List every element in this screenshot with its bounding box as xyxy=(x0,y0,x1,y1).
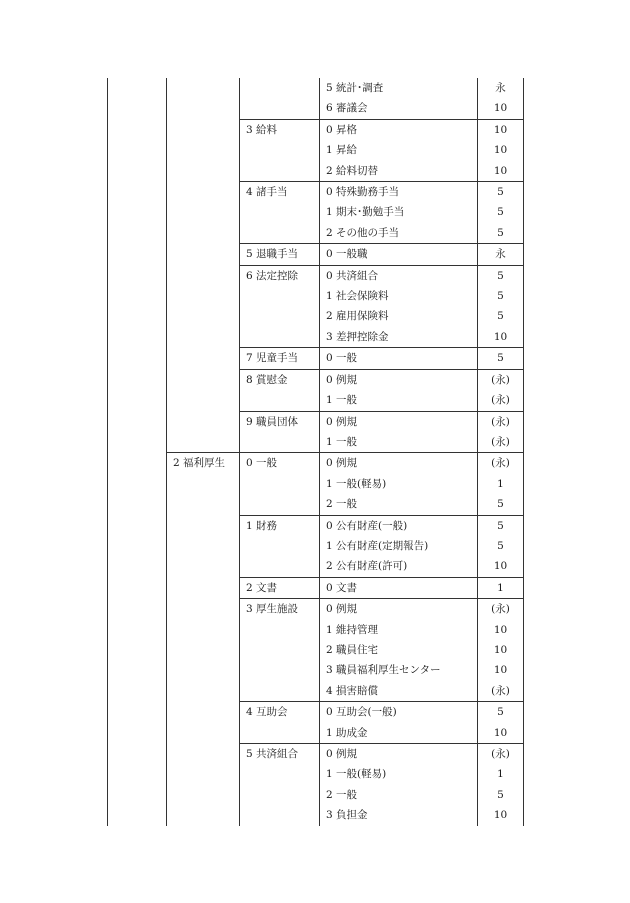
small-class-cell: 5 統計･調査 xyxy=(320,78,478,98)
subcategory-cell xyxy=(167,577,240,598)
category-cell xyxy=(108,286,167,306)
table-row xyxy=(108,681,524,702)
small-class-cell: 0 例規 xyxy=(320,369,478,390)
category-cell xyxy=(108,536,167,556)
subcategory-cell xyxy=(167,348,240,369)
table-row xyxy=(108,744,524,765)
middle-class-cell xyxy=(240,764,320,784)
subcategory-cell xyxy=(167,536,240,556)
retention-period-cell: (永) xyxy=(478,432,524,453)
category-cell xyxy=(108,411,167,432)
category-cell xyxy=(108,182,167,203)
category-cell xyxy=(108,744,167,765)
category-cell xyxy=(108,785,167,805)
middle-class-cell xyxy=(240,140,320,160)
category-cell xyxy=(108,660,167,680)
retention-period-cell: 10 xyxy=(478,161,524,182)
middle-class-cell xyxy=(240,306,320,326)
subcategory-cell xyxy=(167,556,240,577)
retention-period-cell: 10 xyxy=(478,660,524,680)
subcategory-cell xyxy=(167,620,240,640)
middle-class-cell: 6 法定控除 xyxy=(240,265,320,286)
category-cell xyxy=(108,265,167,286)
table-row xyxy=(108,244,524,265)
middle-class-cell: 4 諸手当 xyxy=(240,182,320,203)
filing-classification-table xyxy=(107,78,524,826)
small-class-cell: 0 一般職 xyxy=(320,244,478,265)
middle-class-cell xyxy=(240,223,320,244)
middle-class-cell xyxy=(240,494,320,515)
retention-period-cell: 10 xyxy=(478,723,524,744)
table-row xyxy=(108,327,524,348)
subcategory-cell xyxy=(167,369,240,390)
small-class-cell: 3 負担金 xyxy=(320,805,478,825)
middle-class-cell xyxy=(240,202,320,222)
table-row xyxy=(108,411,524,432)
subcategory-cell xyxy=(167,494,240,515)
retention-period-cell: (永) xyxy=(478,453,524,474)
middle-class-cell: 5 退職手当 xyxy=(240,244,320,265)
retention-period-cell: (永) xyxy=(478,369,524,390)
table-row xyxy=(108,140,524,160)
table-row xyxy=(108,702,524,723)
retention-period-cell: 1 xyxy=(478,577,524,598)
category-cell xyxy=(108,494,167,515)
table-row xyxy=(108,182,524,203)
retention-period-cell: 10 xyxy=(478,119,524,140)
small-class-cell: 0 特殊勤務手当 xyxy=(320,182,478,203)
table-row xyxy=(108,223,524,244)
subcategory-cell xyxy=(167,140,240,160)
subcategory-cell xyxy=(167,640,240,660)
middle-class-cell: 0 一般 xyxy=(240,453,320,474)
subcategory-cell xyxy=(167,78,240,98)
small-class-cell: 6 審議会 xyxy=(320,98,478,119)
subcategory-cell xyxy=(167,244,240,265)
table-row xyxy=(108,306,524,326)
small-class-cell: 1 社会保険料 xyxy=(320,286,478,306)
small-class-cell: 1 期末･勤勉手当 xyxy=(320,202,478,222)
small-class-cell: 0 例規 xyxy=(320,599,478,620)
subcategory-cell xyxy=(167,182,240,203)
retention-period-cell: 10 xyxy=(478,805,524,825)
category-cell xyxy=(108,78,167,98)
middle-class-cell xyxy=(240,390,320,411)
category-cell xyxy=(108,474,167,494)
subcategory-cell: 2 福利厚生 xyxy=(167,453,240,474)
middle-class-cell: 8 賞慰金 xyxy=(240,369,320,390)
middle-class-cell xyxy=(240,723,320,744)
small-class-cell: 2 公有財産(許可) xyxy=(320,556,478,577)
table-row xyxy=(108,556,524,577)
category-cell xyxy=(108,453,167,474)
category-cell xyxy=(108,556,167,577)
small-class-cell: 3 職員福利厚生センター xyxy=(320,660,478,680)
small-class-cell: 1 公有財産(定期報告) xyxy=(320,536,478,556)
retention-period-cell: 10 xyxy=(478,620,524,640)
table-row xyxy=(108,640,524,660)
category-cell xyxy=(108,327,167,348)
subcategory-cell xyxy=(167,286,240,306)
retention-period-cell: 5 xyxy=(478,223,524,244)
category-cell xyxy=(108,432,167,453)
subcategory-cell xyxy=(167,599,240,620)
table-row xyxy=(108,286,524,306)
subcategory-cell xyxy=(167,764,240,784)
table-row xyxy=(108,474,524,494)
middle-class-cell xyxy=(240,785,320,805)
small-class-cell: 0 公有財産(一般) xyxy=(320,515,478,536)
small-class-cell: 4 損害賠償 xyxy=(320,681,478,702)
middle-class-cell: 2 文書 xyxy=(240,577,320,598)
small-class-cell: 1 一般 xyxy=(320,432,478,453)
subcategory-cell xyxy=(167,98,240,119)
subcategory-cell xyxy=(167,327,240,348)
retention-period-cell: 永 xyxy=(478,78,524,98)
category-cell xyxy=(108,515,167,536)
small-class-cell: 2 給料切替 xyxy=(320,161,478,182)
subcategory-cell xyxy=(167,202,240,222)
retention-period-cell: 10 xyxy=(478,640,524,660)
small-class-cell: 0 例規 xyxy=(320,453,478,474)
middle-class-cell xyxy=(240,681,320,702)
subcategory-cell xyxy=(167,744,240,765)
category-cell xyxy=(108,805,167,825)
retention-period-cell: 5 xyxy=(478,494,524,515)
table-row xyxy=(108,785,524,805)
subcategory-cell xyxy=(167,474,240,494)
middle-class-cell: 5 共済組合 xyxy=(240,744,320,765)
middle-class-cell: 3 給料 xyxy=(240,119,320,140)
table-row xyxy=(108,98,524,119)
middle-class-cell xyxy=(240,432,320,453)
retention-period-cell: (永) xyxy=(478,411,524,432)
table-row xyxy=(108,265,524,286)
retention-period-cell: 5 xyxy=(478,785,524,805)
table-row xyxy=(108,78,524,98)
table-row xyxy=(108,620,524,640)
table-row xyxy=(108,660,524,680)
small-class-cell: 0 例規 xyxy=(320,411,478,432)
small-class-cell: 2 一般 xyxy=(320,494,478,515)
category-cell xyxy=(108,244,167,265)
small-class-cell: 1 一般(軽易) xyxy=(320,764,478,784)
subcategory-cell xyxy=(167,702,240,723)
small-class-cell: 3 差押控除金 xyxy=(320,327,478,348)
subcategory-cell xyxy=(167,119,240,140)
small-class-cell: 1 一般(軽易) xyxy=(320,474,478,494)
retention-period-cell: 5 xyxy=(478,182,524,203)
retention-period-cell: 5 xyxy=(478,265,524,286)
category-cell xyxy=(108,640,167,660)
middle-class-cell xyxy=(240,78,320,98)
retention-period-cell: (永) xyxy=(478,744,524,765)
middle-class-cell xyxy=(240,161,320,182)
retention-period-cell: 5 xyxy=(478,286,524,306)
small-class-cell: 0 例規 xyxy=(320,744,478,765)
small-class-cell: 0 昇格 xyxy=(320,119,478,140)
subcategory-cell xyxy=(167,805,240,825)
category-cell xyxy=(108,223,167,244)
retention-period-cell: 永 xyxy=(478,244,524,265)
category-cell xyxy=(108,723,167,744)
category-cell xyxy=(108,161,167,182)
middle-class-cell xyxy=(240,805,320,825)
table-row xyxy=(108,161,524,182)
table-row xyxy=(108,202,524,222)
retention-period-cell: (永) xyxy=(478,390,524,411)
middle-class-cell xyxy=(240,286,320,306)
small-class-cell: 0 共済組合 xyxy=(320,265,478,286)
retention-period-cell: (永) xyxy=(478,681,524,702)
retention-period-cell: 1 xyxy=(478,474,524,494)
retention-period-cell: 1 xyxy=(478,764,524,784)
small-class-cell: 1 維持管理 xyxy=(320,620,478,640)
retention-period-cell: 5 xyxy=(478,515,524,536)
category-cell xyxy=(108,577,167,598)
middle-class-cell xyxy=(240,620,320,640)
subcategory-cell xyxy=(167,785,240,805)
table-row xyxy=(108,119,524,140)
table-row xyxy=(108,577,524,598)
subcategory-cell xyxy=(167,432,240,453)
subcategory-cell xyxy=(167,161,240,182)
small-class-cell: 0 互助会(一般) xyxy=(320,702,478,723)
category-cell xyxy=(108,620,167,640)
retention-period-cell: 5 xyxy=(478,536,524,556)
category-cell xyxy=(108,764,167,784)
small-class-cell: 1 昇給 xyxy=(320,140,478,160)
retention-period-cell: 5 xyxy=(478,306,524,326)
retention-period-cell: 5 xyxy=(478,348,524,369)
middle-class-cell xyxy=(240,98,320,119)
table-row xyxy=(108,515,524,536)
category-cell xyxy=(108,119,167,140)
subcategory-cell xyxy=(167,515,240,536)
small-class-cell: 0 文書 xyxy=(320,577,478,598)
middle-class-cell xyxy=(240,640,320,660)
table-row xyxy=(108,599,524,620)
category-cell xyxy=(108,348,167,369)
small-class-cell: 0 一般 xyxy=(320,348,478,369)
subcategory-cell xyxy=(167,411,240,432)
category-cell xyxy=(108,98,167,119)
retention-period-cell: 5 xyxy=(478,702,524,723)
table-row xyxy=(108,764,524,784)
middle-class-cell xyxy=(240,327,320,348)
middle-class-cell: 1 財務 xyxy=(240,515,320,536)
subcategory-cell xyxy=(167,223,240,244)
retention-period-cell: (永) xyxy=(478,599,524,620)
small-class-cell: 2 職員住宅 xyxy=(320,640,478,660)
table-row xyxy=(108,348,524,369)
table-row xyxy=(108,453,524,474)
table-row xyxy=(108,805,524,825)
middle-class-cell xyxy=(240,556,320,577)
retention-period-cell: 10 xyxy=(478,140,524,160)
middle-class-cell xyxy=(240,536,320,556)
category-cell xyxy=(108,202,167,222)
subcategory-cell xyxy=(167,660,240,680)
middle-class-cell: 9 職員団体 xyxy=(240,411,320,432)
small-class-cell: 2 その他の手当 xyxy=(320,223,478,244)
category-cell xyxy=(108,306,167,326)
retention-period-cell: 10 xyxy=(478,327,524,348)
table-row xyxy=(108,390,524,411)
table-row xyxy=(108,369,524,390)
category-cell xyxy=(108,390,167,411)
table-row xyxy=(108,723,524,744)
middle-class-cell: 3 厚生施設 xyxy=(240,599,320,620)
small-class-cell: 2 一般 xyxy=(320,785,478,805)
retention-period-cell: 10 xyxy=(478,556,524,577)
subcategory-cell xyxy=(167,723,240,744)
retention-period-cell: 10 xyxy=(478,98,524,119)
middle-class-cell xyxy=(240,660,320,680)
subcategory-cell xyxy=(167,390,240,411)
category-cell xyxy=(108,702,167,723)
category-cell xyxy=(108,599,167,620)
middle-class-cell: 7 児童手当 xyxy=(240,348,320,369)
subcategory-cell xyxy=(167,681,240,702)
middle-class-cell: 4 互助会 xyxy=(240,702,320,723)
subcategory-cell xyxy=(167,265,240,286)
table-body xyxy=(108,78,524,826)
subcategory-cell xyxy=(167,306,240,326)
small-class-cell: 2 雇用保険料 xyxy=(320,306,478,326)
small-class-cell: 1 助成金 xyxy=(320,723,478,744)
small-class-cell: 1 一般 xyxy=(320,390,478,411)
table-row xyxy=(108,494,524,515)
retention-period-cell: 5 xyxy=(478,202,524,222)
category-cell xyxy=(108,369,167,390)
category-cell xyxy=(108,681,167,702)
table-row xyxy=(108,536,524,556)
table-row xyxy=(108,432,524,453)
category-cell xyxy=(108,140,167,160)
middle-class-cell xyxy=(240,474,320,494)
